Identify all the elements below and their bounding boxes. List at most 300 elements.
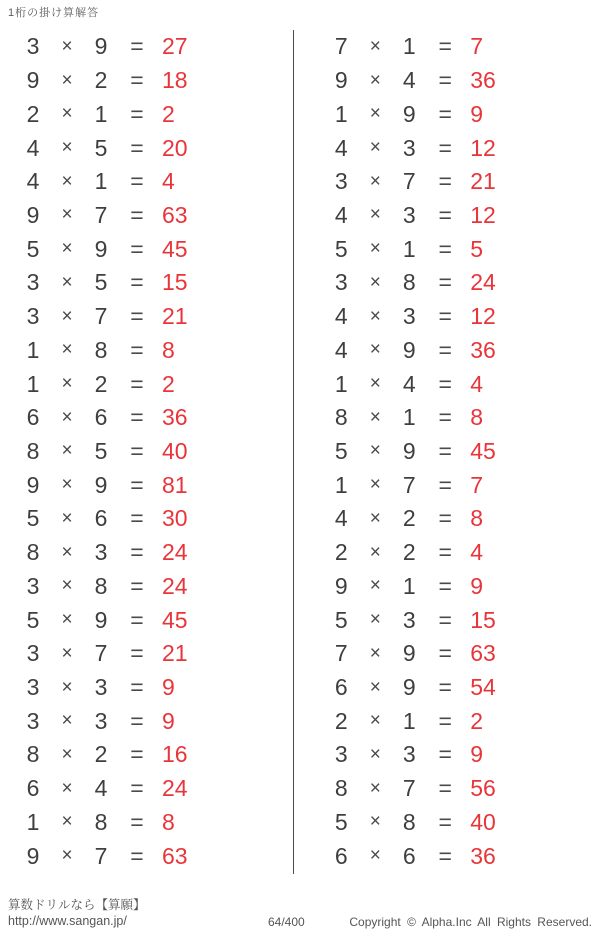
operand-b: 9: [402, 100, 416, 127]
multiply-icon: ×: [369, 137, 381, 159]
equals-sign: =: [130, 437, 144, 464]
equals-sign: =: [438, 775, 452, 802]
operand-b: 1: [402, 707, 416, 734]
answer: 12: [470, 303, 496, 330]
operand-b: 1: [402, 235, 416, 262]
multiply-icon: ×: [369, 35, 381, 57]
equals-sign: =: [438, 33, 452, 60]
equals-sign: =: [438, 168, 452, 195]
operand-b: 4: [402, 67, 416, 94]
operand-b: 3: [402, 201, 416, 228]
equation-row: [324, 266, 600, 300]
equals-sign: =: [438, 370, 452, 397]
multiply-icon: ×: [61, 676, 73, 698]
equation-row: [16, 266, 293, 300]
answer: 2: [470, 707, 484, 734]
operand-a: 2: [334, 707, 348, 734]
equals-sign: =: [130, 370, 144, 397]
equation-columns: [0, 30, 600, 876]
operand-a: 8: [26, 437, 40, 464]
equation-row: [324, 435, 600, 469]
answer: 81: [162, 471, 188, 498]
operand-b: 1: [94, 168, 108, 195]
operand-b: 2: [94, 741, 108, 768]
equals-sign: =: [438, 707, 452, 734]
answer: 15: [162, 269, 188, 296]
equation-row: [324, 671, 600, 705]
multiply-icon: ×: [369, 170, 381, 192]
equation-row: [16, 165, 293, 199]
answer: 56: [470, 775, 496, 802]
equals-sign: =: [438, 674, 452, 701]
multiply-icon: ×: [369, 642, 381, 664]
operand-a: 1: [26, 808, 40, 835]
operand-a: 7: [334, 33, 348, 60]
answer: 7: [470, 33, 484, 60]
equals-sign: =: [438, 606, 452, 633]
operand-b: 6: [402, 842, 416, 869]
equals-sign: =: [130, 201, 144, 228]
answer: 9: [470, 100, 484, 127]
operand-b: 8: [402, 269, 416, 296]
equation-row: [324, 300, 600, 334]
equals-sign: =: [438, 269, 452, 296]
operand-a: 3: [26, 33, 40, 60]
operand-a: 8: [334, 775, 348, 802]
multiply-icon: ×: [61, 170, 73, 192]
multiply-icon: ×: [61, 777, 73, 799]
operand-a: 8: [334, 404, 348, 431]
equals-sign: =: [438, 741, 452, 768]
equals-sign: =: [438, 235, 452, 262]
equals-sign: =: [438, 404, 452, 431]
operand-b: 2: [402, 539, 416, 566]
operand-b: 7: [94, 640, 108, 667]
multiply-icon: ×: [369, 811, 381, 833]
equals-sign: =: [130, 100, 144, 127]
answer: 9: [162, 707, 175, 734]
equals-sign: =: [438, 67, 452, 94]
equals-sign: =: [438, 100, 452, 127]
equals-sign: =: [130, 539, 144, 566]
equals-sign: =: [438, 437, 452, 464]
multiply-icon: ×: [369, 507, 381, 529]
multiply-icon: ×: [61, 474, 73, 496]
operand-a: 4: [334, 336, 348, 363]
answer: 12: [470, 201, 496, 228]
operand-a: 3: [26, 707, 40, 734]
operand-b: 8: [402, 808, 416, 835]
answer: 7: [470, 471, 484, 498]
equals-sign: =: [438, 336, 452, 363]
equals-sign: =: [130, 303, 144, 330]
equals-sign: =: [130, 235, 144, 262]
equation-row: [324, 637, 600, 671]
multiply-icon: ×: [369, 845, 381, 867]
equals-sign: =: [130, 674, 144, 701]
operand-b: 5: [94, 134, 108, 161]
equation-row: [324, 502, 600, 536]
operand-b: 5: [94, 269, 108, 296]
multiply-icon: ×: [61, 373, 73, 395]
operand-b: 4: [94, 775, 108, 802]
equals-sign: =: [130, 134, 144, 161]
equation-row: [324, 738, 600, 772]
operand-b: 7: [402, 168, 416, 195]
equals-sign: =: [130, 606, 144, 633]
multiply-icon: ×: [61, 137, 73, 159]
equals-sign: =: [130, 404, 144, 431]
answer: 9: [162, 674, 175, 701]
operand-a: 1: [334, 100, 348, 127]
equation-row: [16, 131, 293, 165]
answer: 21: [162, 303, 188, 330]
equals-sign: =: [438, 201, 452, 228]
footer-url: http://www.sangan.jp/: [8, 914, 127, 928]
answer: 4: [470, 370, 484, 397]
equals-sign: =: [130, 842, 144, 869]
answer: 27: [162, 33, 188, 60]
answer: 36: [470, 336, 496, 363]
equals-sign: =: [438, 505, 452, 532]
multiply-icon: ×: [61, 811, 73, 833]
operand-b: 3: [94, 707, 108, 734]
multiply-icon: ×: [61, 238, 73, 260]
operand-b: 3: [402, 303, 416, 330]
multiply-icon: ×: [61, 743, 73, 765]
operand-a: 4: [26, 134, 40, 161]
equation-row: [16, 637, 293, 671]
multiply-icon: ×: [369, 743, 381, 765]
equation-row: [16, 772, 293, 806]
answer: 54: [470, 674, 496, 701]
answer: 4: [470, 539, 484, 566]
operand-a: 3: [26, 303, 40, 330]
operand-a: 4: [334, 303, 348, 330]
operand-a: 3: [334, 741, 348, 768]
equation-row: [324, 333, 600, 367]
equals-sign: =: [130, 741, 144, 768]
equals-sign: =: [130, 33, 144, 60]
multiply-icon: ×: [61, 103, 73, 125]
multiply-icon: ×: [61, 575, 73, 597]
multiply-icon: ×: [369, 575, 381, 597]
multiply-icon: ×: [61, 507, 73, 529]
multiply-icon: ×: [369, 676, 381, 698]
equation-row: [16, 806, 293, 840]
multiply-icon: ×: [369, 609, 381, 631]
operand-b: 7: [94, 201, 108, 228]
multiply-icon: ×: [61, 271, 73, 293]
operand-a: 6: [334, 674, 348, 701]
multiply-icon: ×: [369, 339, 381, 361]
equation-row: [324, 97, 600, 131]
footer-copyright: Copyright © Alpha.Inc All Rights Reserved.: [349, 915, 592, 929]
operand-a: 7: [334, 640, 348, 667]
equation-row: [324, 468, 600, 502]
equals-sign: =: [438, 640, 452, 667]
operand-b: 7: [402, 471, 416, 498]
answer: 21: [162, 640, 188, 667]
left-equation-column: [0, 30, 293, 876]
operand-a: 4: [334, 201, 348, 228]
equation-row: [324, 570, 600, 604]
equation-row: [16, 97, 293, 131]
operand-b: 9: [402, 640, 416, 667]
answer: 12: [470, 134, 496, 161]
answer: 9: [470, 741, 484, 768]
operand-b: 1: [94, 100, 108, 127]
multiply-icon: ×: [369, 238, 381, 260]
equation-row: [16, 671, 293, 705]
operand-a: 2: [334, 539, 348, 566]
multiply-icon: ×: [369, 69, 381, 91]
answer: 20: [162, 134, 188, 161]
answer: 2: [162, 100, 175, 127]
answer: 40: [470, 808, 496, 835]
operand-b: 3: [402, 741, 416, 768]
operand-a: 1: [26, 336, 40, 363]
multiply-icon: ×: [369, 541, 381, 563]
operand-a: 6: [334, 842, 348, 869]
operand-b: 2: [94, 67, 108, 94]
equation-row: [324, 30, 600, 64]
equation-row: [324, 131, 600, 165]
equals-sign: =: [438, 572, 452, 599]
operand-a: 3: [26, 674, 40, 701]
multiply-icon: ×: [61, 609, 73, 631]
equals-sign: =: [438, 808, 452, 835]
operand-b: 3: [94, 674, 108, 701]
equation-row: [16, 367, 293, 401]
operand-b: 8: [94, 808, 108, 835]
equals-sign: =: [130, 808, 144, 835]
equation-row: [16, 401, 293, 435]
operand-b: 3: [402, 606, 416, 633]
answer: 36: [470, 842, 496, 869]
equation-row: [16, 64, 293, 98]
equation-row: [16, 570, 293, 604]
equation-row: [16, 839, 293, 873]
footer-page-number: 64/400: [268, 915, 305, 929]
multiply-icon: ×: [61, 710, 73, 732]
equation-row: [16, 435, 293, 469]
answer: 2: [162, 370, 175, 397]
multiply-icon: ×: [369, 373, 381, 395]
equation-row: [16, 199, 293, 233]
page-title: 1桁の掛け算解答: [8, 7, 100, 19]
operand-b: 9: [402, 336, 416, 363]
multiply-icon: ×: [369, 204, 381, 226]
equation-row: [324, 806, 600, 840]
operand-b: 4: [402, 370, 416, 397]
answer: 5: [470, 235, 484, 262]
answer: 24: [162, 572, 188, 599]
operand-a: 4: [334, 134, 348, 161]
multiply-icon: ×: [61, 642, 73, 664]
operand-a: 3: [334, 269, 348, 296]
multiply-icon: ×: [61, 35, 73, 57]
equals-sign: =: [130, 572, 144, 599]
operand-b: 2: [402, 505, 416, 532]
operand-a: 8: [26, 741, 40, 768]
equals-sign: =: [130, 505, 144, 532]
answer: 18: [162, 67, 188, 94]
multiply-icon: ×: [61, 845, 73, 867]
answer: 63: [162, 201, 188, 228]
equation-row: [16, 232, 293, 266]
equation-row: [324, 367, 600, 401]
right-equation-column: [294, 30, 600, 876]
operand-a: 4: [334, 505, 348, 532]
operand-a: 6: [26, 775, 40, 802]
multiply-icon: ×: [61, 541, 73, 563]
operand-a: 5: [26, 235, 40, 262]
answer: 15: [470, 606, 496, 633]
equals-sign: =: [438, 303, 452, 330]
equals-sign: =: [130, 168, 144, 195]
answer: 63: [470, 640, 496, 667]
answer: 24: [162, 539, 188, 566]
multiply-icon: ×: [61, 204, 73, 226]
operand-b: 9: [402, 674, 416, 701]
equals-sign: =: [130, 269, 144, 296]
operand-b: 9: [94, 235, 108, 262]
footer-site-name: 算数ドリルなら【算願】: [8, 898, 146, 912]
operand-a: 5: [334, 235, 348, 262]
answer: 24: [162, 775, 188, 802]
operand-b: 5: [94, 437, 108, 464]
operand-a: 5: [334, 437, 348, 464]
answer: 8: [470, 505, 484, 532]
operand-a: 9: [334, 572, 348, 599]
operand-b: 6: [94, 505, 108, 532]
operand-b: 1: [402, 33, 416, 60]
equals-sign: =: [130, 775, 144, 802]
equation-row: [324, 603, 600, 637]
answer: 36: [470, 67, 496, 94]
operand-a: 1: [334, 370, 348, 397]
answer: 45: [162, 606, 188, 633]
answer: 21: [470, 168, 496, 195]
equation-row: [16, 536, 293, 570]
equation-row: [324, 401, 600, 435]
operand-b: 1: [402, 572, 416, 599]
answer: 63: [162, 842, 188, 869]
operand-b: 9: [94, 33, 108, 60]
operand-a: 3: [26, 269, 40, 296]
equation-row: [324, 839, 600, 873]
operand-a: 5: [26, 505, 40, 532]
equals-sign: =: [438, 842, 452, 869]
operand-a: 9: [26, 471, 40, 498]
answer: 16: [162, 741, 188, 768]
multiply-icon: ×: [61, 440, 73, 462]
operand-b: 7: [402, 775, 416, 802]
operand-a: 3: [26, 572, 40, 599]
operand-a: 9: [334, 67, 348, 94]
equation-row: [324, 232, 600, 266]
multiply-icon: ×: [61, 406, 73, 428]
equation-row: [16, 333, 293, 367]
operand-b: 2: [94, 370, 108, 397]
operand-a: 8: [26, 539, 40, 566]
operand-b: 9: [94, 471, 108, 498]
equals-sign: =: [130, 471, 144, 498]
equation-row: [324, 704, 600, 738]
multiply-icon: ×: [369, 474, 381, 496]
answer: 8: [162, 808, 175, 835]
equation-row: [324, 64, 600, 98]
operand-a: 6: [26, 404, 40, 431]
answer: 45: [162, 235, 188, 262]
answer: 30: [162, 505, 188, 532]
operand-b: 8: [94, 572, 108, 599]
operand-b: 9: [402, 437, 416, 464]
multiply-icon: ×: [61, 69, 73, 91]
operand-b: 3: [402, 134, 416, 161]
operand-a: 3: [26, 640, 40, 667]
multiply-icon: ×: [369, 271, 381, 293]
equals-sign: =: [130, 707, 144, 734]
equation-row: [324, 165, 600, 199]
answer: 40: [162, 437, 188, 464]
operand-b: 7: [94, 303, 108, 330]
multiply-icon: ×: [369, 710, 381, 732]
equation-row: [324, 199, 600, 233]
equation-row: [16, 603, 293, 637]
multiply-icon: ×: [369, 305, 381, 327]
operand-a: 9: [26, 201, 40, 228]
operand-a: 5: [26, 606, 40, 633]
equals-sign: =: [438, 539, 452, 566]
answer: 8: [470, 404, 484, 431]
operand-a: 1: [334, 471, 348, 498]
equals-sign: =: [438, 134, 452, 161]
operand-a: 5: [334, 808, 348, 835]
equation-row: [16, 704, 293, 738]
multiply-icon: ×: [369, 777, 381, 799]
multiply-icon: ×: [61, 305, 73, 327]
answer: 24: [470, 269, 496, 296]
operand-b: 9: [94, 606, 108, 633]
equals-sign: =: [438, 471, 452, 498]
equation-row: [324, 772, 600, 806]
equation-row: [324, 536, 600, 570]
operand-a: 1: [26, 370, 40, 397]
operand-b: 8: [94, 336, 108, 363]
operand-b: 7: [94, 842, 108, 869]
equals-sign: =: [130, 67, 144, 94]
answer: 8: [162, 336, 175, 363]
operand-a: 9: [26, 842, 40, 869]
answer: 36: [162, 404, 188, 431]
operand-a: 4: [26, 168, 40, 195]
equation-row: [16, 30, 293, 64]
operand-a: 3: [334, 168, 348, 195]
equals-sign: =: [130, 640, 144, 667]
multiply-icon: ×: [61, 339, 73, 361]
answer: 45: [470, 437, 496, 464]
multiply-icon: ×: [369, 103, 381, 125]
multiply-icon: ×: [369, 440, 381, 462]
operand-a: 5: [334, 606, 348, 633]
operand-a: 2: [26, 100, 40, 127]
answer: 9: [470, 572, 484, 599]
equation-row: [16, 468, 293, 502]
answer: 4: [162, 168, 175, 195]
operand-b: 6: [94, 404, 108, 431]
